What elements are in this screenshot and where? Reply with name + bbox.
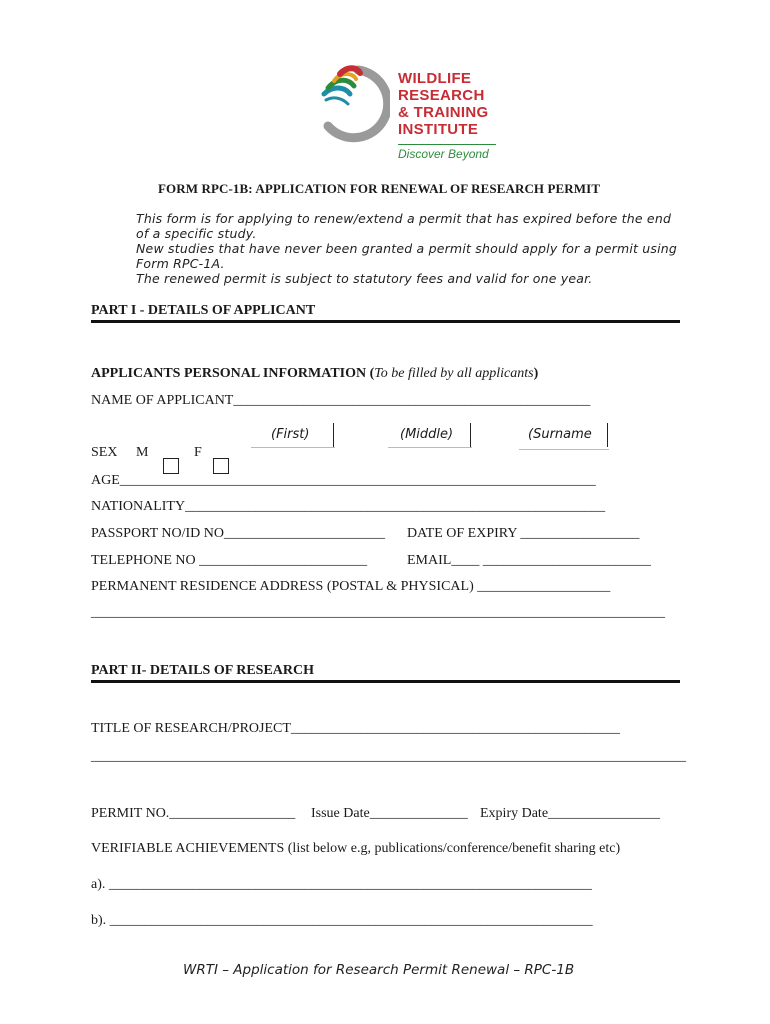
personal-info-heading [91,366,538,382]
sex-f-checkbox[interactable] [213,458,229,474]
intro-line-1: This form is for applying to renew/extend a permit that has expired before the end [136,211,672,226]
telephone-field[interactable]: TELEPHONE NO ________________________ [91,553,368,568]
issue-date-field[interactable]: Issue Date______________ [311,806,468,821]
name-part-surname: (Surname [528,427,592,442]
age-field[interactable]: AGE____________________________________________________________________ [91,473,596,488]
intro-line-5: The renewed permit is subject to statutory fees and valid for one year. [136,271,593,286]
residence-address-continuation[interactable]: __________________________________________________________________________________ [91,605,665,620]
personal-info-close: ) [533,366,539,381]
logo-tagline-rule [398,144,496,145]
name-part-middle-underline [388,447,472,448]
intro-line-4: Form RPC-1A. [136,256,225,271]
research-title-continuation[interactable]: _____________________________________________________________________________________ [91,749,686,764]
email-field[interactable]: EMAIL____ ________________________ [407,553,651,568]
name-part-middle-bracket [470,423,471,447]
wrti-logo-mark-icon [318,64,390,144]
form-title: FORM RPC-1B: APPLICATION FOR RENEWAL OF RESEARCH PERMIT [158,181,601,196]
research-title-field[interactable]: TITLE OF RESEARCH/PROJECT_______________________________________________ [91,721,620,736]
sex-f-label: F [194,445,202,460]
part2-heading: PART II- DETAILS OF RESEARCH [91,663,315,678]
name-part-first: (First) [271,427,310,442]
achievements-label: VERIFIABLE ACHIEVEMENTS (list below e.g, publications/conference/benefit sharing etc) [91,841,621,856]
personal-info-label: APPLICANTS PERSONAL INFORMATION ( [91,366,375,381]
name-part-middle: (Middle) [400,427,454,442]
name-part-surname-underline [519,449,609,450]
name-part-first-underline [251,447,335,448]
sex-label: SEX [91,445,118,460]
achievement-item-a[interactable]: a). _____________________________________________________________________ [91,877,592,892]
achievement-item-b[interactable]: b). _____________________________________________________________________ [91,913,593,928]
part2-rule [91,680,680,683]
logo-line-1: WILDLIFE [398,70,472,87]
residence-address-field[interactable]: PERMANENT RESIDENCE ADDRESS (POSTAL & PHYSICAL) ___________________ [91,579,611,594]
logo-line-2: RESEARCH [398,87,485,104]
logo-tagline: Discover Beyond [398,147,489,161]
part1-heading: PART I - DETAILS OF APPLICANT [91,303,316,318]
name-part-first-bracket [333,423,334,447]
nationality-field[interactable]: NATIONALITY____________________________________________________________ [91,499,606,514]
expiry-date-field[interactable]: Expiry Date________________ [480,806,661,821]
intro-paragraph [136,211,677,286]
passport-field[interactable]: PASSPORT NO/ID NO_______________________ [91,526,385,541]
sex-m-checkbox[interactable] [163,458,179,474]
sex-m-label: M [136,445,149,460]
personal-info-note: To be filled by all applicants [374,366,534,381]
date-of-expiry-field[interactable]: DATE OF EXPIRY _________________ [407,526,640,541]
logo-line-4: INSTITUTE [398,121,479,138]
intro-line-3: New studies that have never been granted a permit should apply for a permit using [136,241,678,256]
part1-rule [91,320,680,323]
page-footer: WRTI – Application for Research Permit Renewal – RPC-1B [183,962,575,978]
intro-line-2: of a specific study. [136,226,257,241]
name-part-surname-bracket [607,423,608,447]
name-of-applicant-field[interactable]: NAME OF APPLICANT___________________________________________________ [91,393,591,408]
wrti-logo [318,64,508,164]
permit-no-field[interactable]: PERMIT NO.__________________ [91,806,296,821]
logo-line-3: & TRAINING [398,104,489,121]
